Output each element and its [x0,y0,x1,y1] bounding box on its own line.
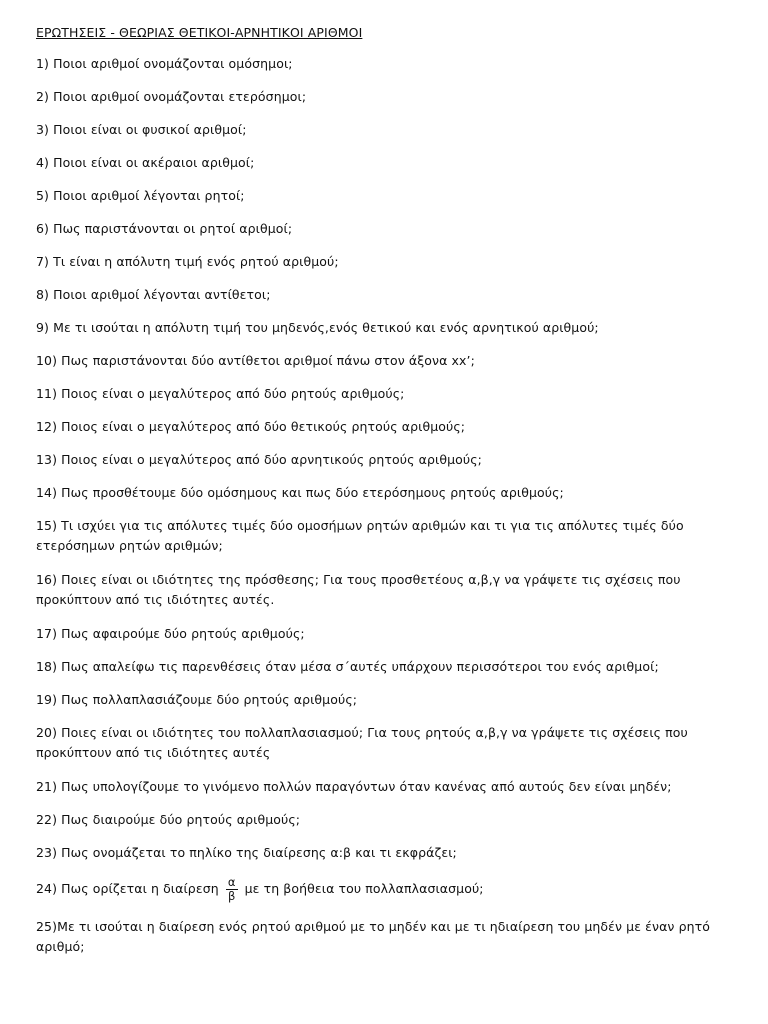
question-24 [36,876,726,903]
question-8: 8) Ποιοι αριθμοί λέγονται αντίθετοι; [36,287,271,302]
fraction-denominator: β [227,889,236,903]
question-17: 17) Πως αφαιρούμε δύο ρητούς αριθμούς; [36,626,305,641]
question-25: 25)Με τι ισούται η διαίρεση ενός ρητού αριθμού με το μηδέν και με τι ηδιαίρεση του μηδέν με έναν ρητό αριθμό; [36,919,710,954]
question-14: 14) Πως προσθέτουμε δύο ομόσημους και πως δύο ετερόσημους ρητούς αριθμούς; [36,485,564,500]
question-7: 7) Τι είναι η απόλυτη τιμή ενός ρητού αριθμού; [36,254,339,269]
question-10: 10) Πως παριστάνονται δύο αντίθετοι αριθμοί πάνω στον άξονα xx’; [36,353,475,368]
document-title: ΕΡΩΤΗΣΕΙΣ - ΘΕΩΡΙΑΣ ΘΕΤΙΚΟΙ-ΑΡΝΗΤΙΚΟΙ ΑΡΙΘΜΟΙ [36,25,363,40]
question-12: 12) Ποιος είναι ο μεγαλύτερος από δύο θετικούς ρητούς αριθμούς; [36,419,466,434]
question-16: 16) Ποιες είναι οι ιδιότητες της πρόσθεσης; Για τους προσθετέους α,β,γ να γράψετε τις σχέσεις που προκύπτουν από τις ιδιότητες αυτές. [36,572,681,607]
question-21: 21) Πως υπολογίζουμε το γινόμενο πολλών παραγόντων όταν κανένας από αυτούς δεν είναι μηδέν; [36,779,672,794]
question-11: 11) Ποιος είναι ο μεγαλύτερος από δύο ρητούς αριθμούς; [36,386,405,401]
question-23: 23) Πως ονομάζεται το πηλίκο της διαίρεσης α:β και τι εκφράζει; [36,845,457,860]
question-18: 18) Πως απαλείφω τις παρενθέσεις όταν μέσα σ΄αυτές υπάρχουν περισσότεροι του ενός αριθμοί; [36,659,659,674]
question-13: 13) Ποιος είναι ο μεγαλύτερος από δύο αρνητικούς ρητούς αριθμούς; [36,452,482,467]
question-5: 5) Ποιοι αριθμοί λέγονται ρητοί; [36,188,245,203]
fraction-numerator: α [227,875,236,889]
document-page [36,24,726,971]
question-4: 4) Ποιοι είναι οι ακέραιοι αριθμοί; [36,155,255,170]
question-24-text-before: 24) Πως ορίζεται η διαίρεση [36,881,219,896]
fraction-alpha-over-beta [226,876,238,903]
question-1: 1) Ποιοι αριθμοί ονομάζονται ομόσημοι; [36,56,293,71]
question-22: 22) Πως διαιρούμε δύο ρητούς αριθμούς; [36,812,301,827]
question-2: 2) Ποιοι αριθμοί ονομάζονται ετερόσημοι; [36,89,307,104]
question-20: 20) Ποιες είναι οι ιδιότητες του πολλαπλασιασμού; Για τους ρητούς α,β,γ να γράψετε τις σχέσεις που προκύπτουν από τις ιδιότητες αυτές [36,725,688,760]
question-19: 19) Πως πολλαπλασιάζουμε δύο ρητούς αριθμούς; [36,692,358,707]
question-15: 15) Τι ισχύει για τις απόλυτες τιμές δύο ομοσήμων ρητών αριθμών και τι για τις απόλυτες τιμές δύο ετερόσημων ρητών αριθμών; [36,518,684,553]
question-6: 6) Πως παριστάνονται οι ρητοί αριθμοί; [36,221,293,236]
question-9: 9) Με τι ισούται η απόλυτη τιμή του μηδενός,ενός θετικού και ενός αρνητικού αριθμού; [36,320,599,335]
question-3: 3) Ποιοι είναι οι φυσικοί αριθμοί; [36,122,247,137]
question-24-text-after: με τη βοήθεια του πολλαπλασιασμού; [244,881,484,896]
